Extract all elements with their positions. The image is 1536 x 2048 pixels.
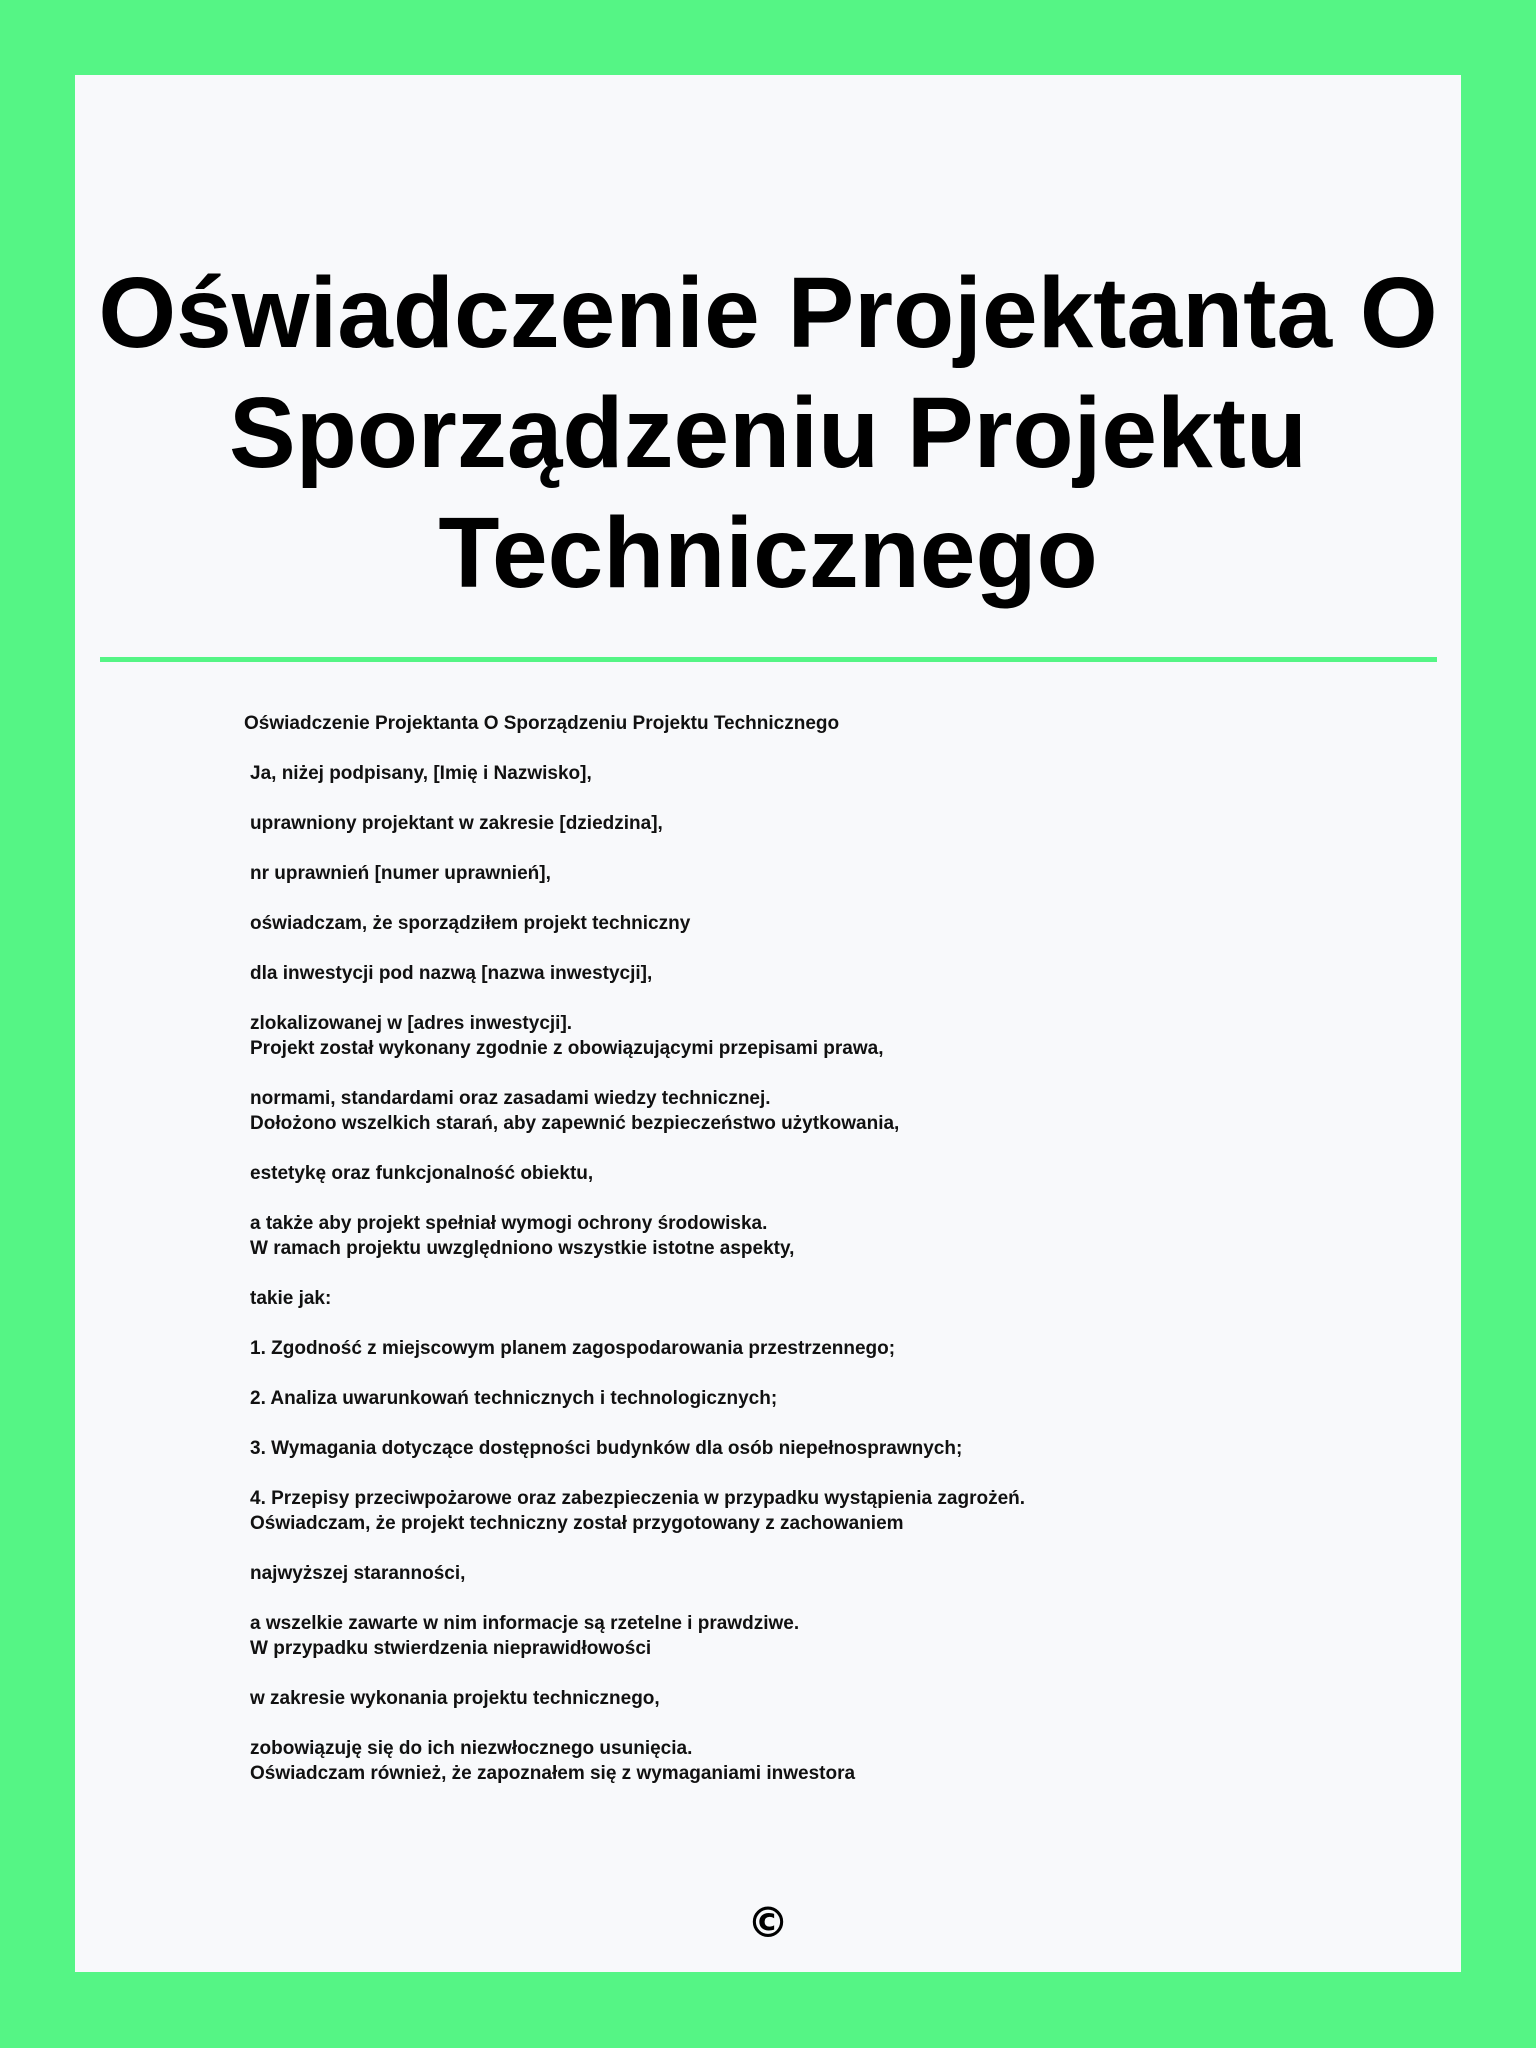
body-line: nr uprawnień [numer uprawnień], xyxy=(250,863,551,884)
body-line: zobowiązuję się do ich niezwłocznego usunięcia. xyxy=(250,1738,693,1759)
list-item: 4. Przepisy przeciwpożarowe oraz zabezpieczenia w przypadku wystąpienia zagrożeń. xyxy=(250,1488,1026,1509)
body-line: W ramach projektu uwzględniono wszystkie istotne aspekty, xyxy=(250,1238,795,1259)
document-title: Oświadczenie Projektanta O Sporządzeniu Projektu Technicznego xyxy=(98,257,1438,609)
body-line: normami, standardami oraz zasadami wiedzy technicznej. xyxy=(250,1088,771,1109)
body-line: dla inwestycji pod nazwą [nazwa inwestycji], xyxy=(250,963,653,984)
body-line: Oświadczam również, że zapoznałem się z wymaganiami inwestora xyxy=(250,1763,856,1784)
body-line: a także aby projekt spełniał wymogi ochrony środowiska. xyxy=(250,1213,768,1234)
list-item: 3. Wymagania dotyczące dostępności budynków dla osób niepełnosprawnych; xyxy=(250,1438,963,1459)
body-line: Ja, niżej podpisany, [Imię i Nazwisko], xyxy=(250,763,592,784)
body-line: Dołożono wszelkich starań, aby zapewnić bezpieczeństwo użytkowania, xyxy=(250,1113,900,1134)
body-line: W przypadku stwierdzenia nieprawidłowości xyxy=(250,1638,652,1659)
body-line: w zakresie wykonania projektu technicznego, xyxy=(250,1688,660,1709)
body-line: najwyższej staranności, xyxy=(250,1563,466,1584)
list-item: 1. Zgodność z miejscowym planem zagospodarowania przestrzennego; xyxy=(250,1338,896,1359)
body-line: Projekt został wykonany zgodnie z obowiązującymi przepisami prawa, xyxy=(250,1038,884,1059)
document-page xyxy=(75,75,1461,1972)
body-line: takie jak: xyxy=(250,1288,332,1309)
body-line: Oświadczam, że projekt techniczny został przygotowany z zachowaniem xyxy=(250,1513,904,1534)
body-line: oświadczam, że sporządziłem projekt techniczny xyxy=(250,913,691,934)
list-item: 2. Analiza uwarunkowań technicznych i technologicznych; xyxy=(250,1388,778,1409)
copyright-icon: © xyxy=(747,1898,789,1947)
body-heading: Oświadczenie Projektanta O Sporządzeniu Projektu Technicznego xyxy=(244,713,840,734)
body-line: estetykę oraz funkcjonalność obiektu, xyxy=(250,1163,594,1184)
body-line: a wszelkie zawarte w nim informacje są rzetelne i prawdziwe. xyxy=(250,1613,800,1634)
body-line: uprawniony projektant w zakresie [dziedzina], xyxy=(250,813,663,834)
title-divider xyxy=(100,657,1437,662)
body-line: zlokalizowanej w [adres inwestycji]. xyxy=(250,1013,573,1034)
